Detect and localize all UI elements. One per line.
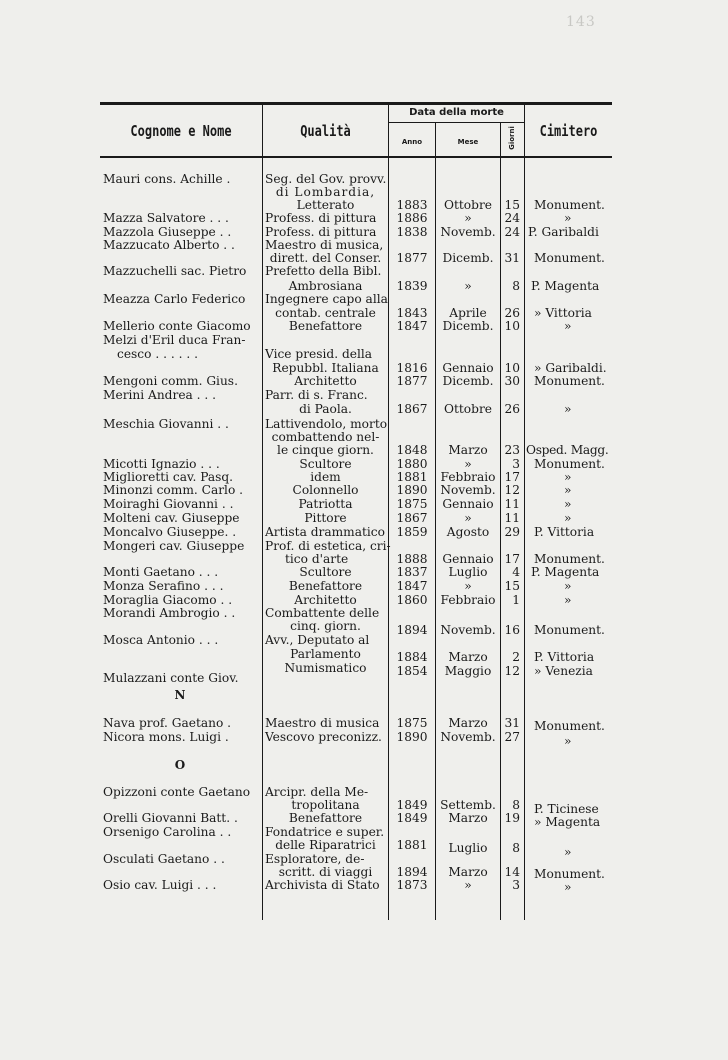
quality-cell: combattendo nel- <box>271 430 380 444</box>
month-cell: » <box>464 211 472 225</box>
month-cell: Gennaio <box>442 552 494 566</box>
section-letter: O <box>174 758 186 772</box>
year-cell: 1884 <box>396 650 428 664</box>
month-cell: » <box>464 878 472 892</box>
header-year: Anno <box>401 138 423 146</box>
month-cell: » <box>464 457 472 471</box>
name-cell: Mellerio conte Giacomo <box>103 319 251 333</box>
name-cell: Minonzi comm. Carlo . <box>103 483 244 497</box>
cemetery-cell: Monument. <box>534 251 605 265</box>
cemetery-cell: » Venezia <box>534 664 593 678</box>
quality-cell: Artista drammatico <box>265 525 385 539</box>
page-number: 143 <box>566 14 596 30</box>
quality-cell: Esploratore, de- <box>265 852 365 866</box>
header-month: Mese <box>457 138 479 146</box>
year-cell: 1875 <box>396 716 428 730</box>
year-cell: 1859 <box>396 525 428 539</box>
day-cell: 15 <box>504 579 520 593</box>
quality-cell: Benefattore <box>288 811 363 825</box>
day-cell: 15 <box>504 198 520 212</box>
section-letter: N <box>174 688 186 702</box>
month-cell: Marzo <box>448 716 488 730</box>
day-cell: 8 <box>512 841 520 855</box>
quality-cell: Patriotta <box>298 497 353 511</box>
quality-cell: Vescovo preconizz. <box>265 730 382 744</box>
header-rule <box>100 156 612 158</box>
name-cell: Monti Gaetano . . . <box>103 565 219 579</box>
month-cell: Gennaio <box>442 497 494 511</box>
quality-cell: Architetto <box>294 593 357 607</box>
name-cell: Morandi Ambrogio . . <box>103 606 236 620</box>
cemetery-cell: Monument. <box>534 198 605 212</box>
header-quality: Qualità <box>300 122 351 140</box>
quality-cell: tico d'arte <box>285 552 349 566</box>
month-cell: Novemb. <box>440 623 496 637</box>
name-cell: cesco . . . . . . <box>117 347 198 361</box>
name-cell: Mulazzani conte Giov. <box>103 671 239 685</box>
quality-cell: Colonnello <box>292 483 359 497</box>
year-cell: 1890 <box>396 483 428 497</box>
cemetery-cell: Monument. <box>534 457 605 471</box>
top-rule <box>100 102 612 105</box>
quality-cell: Parlamento <box>290 647 361 661</box>
quality-cell: contab. centrale <box>275 306 376 320</box>
month-cell: Settemb. <box>440 798 496 812</box>
month-cell: Novemb. <box>440 730 496 744</box>
name-cell: Mongeri cav. Giuseppe <box>103 539 245 553</box>
quality-cell: Combattente delle <box>265 606 380 620</box>
quality-cell: Letterato <box>296 198 355 212</box>
quality-cell: Pittore <box>304 511 347 525</box>
year-cell: 1875 <box>396 497 428 511</box>
year-cell: 1837 <box>396 565 428 579</box>
cemetery-cell: » <box>564 845 572 859</box>
cemetery-cell: Osped. Magg. <box>526 443 609 457</box>
year-cell: 1860 <box>396 593 428 607</box>
cemetery-cell: P. Vittoria <box>534 650 595 664</box>
cemetery-cell: Monument. <box>534 374 605 388</box>
day-cell: 2 <box>512 650 520 664</box>
day-cell: 23 <box>504 443 520 457</box>
quality-cell: Parr. di s. Franc. <box>265 388 368 402</box>
quality-cell: Benefattore <box>288 319 363 333</box>
cemetery-cell: P. Vittoria <box>534 525 595 539</box>
name-cell: Mosca Antonio . . . <box>103 633 219 647</box>
year-cell: 1881 <box>396 838 428 852</box>
name-cell: Molteni cav. Giuseppe <box>103 511 240 525</box>
name-cell: Merini Andrea . . . <box>103 388 217 402</box>
name-cell: Meschia Giovanni . . <box>103 417 229 431</box>
name-cell: Nicora mons. Luigi . <box>103 730 229 744</box>
quality-cell: Maestro di musica, <box>265 238 384 252</box>
header-day: Giorni <box>508 126 516 150</box>
year-cell: 1883 <box>396 198 428 212</box>
quality-cell: Fondatrice e super. <box>265 825 385 839</box>
cemetery-cell: Monument. <box>534 623 605 637</box>
quality-cell: Profess. di pittura <box>265 225 377 239</box>
cemetery-cell: Monument. <box>534 719 605 733</box>
quality-cell: Archivista di Stato <box>265 878 380 892</box>
month-cell: Aprile <box>449 306 487 320</box>
cemetery-cell: » Magenta <box>534 815 601 829</box>
day-cell: 17 <box>504 470 520 484</box>
quality-cell: tropolitana <box>291 798 360 812</box>
quality-cell: Vice presid. della <box>265 347 373 361</box>
month-cell: Novemb. <box>440 483 496 497</box>
year-cell: 1881 <box>396 470 428 484</box>
cemetery-cell: » <box>564 497 572 511</box>
day-cell: 31 <box>504 251 520 265</box>
quality-cell: delle Riparatrici <box>275 838 376 852</box>
quality-cell: le cinque giorn. <box>277 443 374 457</box>
day-cell: 24 <box>504 225 520 239</box>
day-cell: 27 <box>504 730 520 744</box>
day-cell: 26 <box>504 306 520 320</box>
cemetery-cell: » <box>564 483 572 497</box>
year-cell: 1867 <box>396 402 428 416</box>
quality-cell: di Lombardia, <box>275 185 376 199</box>
cemetery-cell: » Garibaldi. <box>534 361 607 375</box>
year-cell: 1843 <box>396 306 428 320</box>
year-cell: 1894 <box>396 623 428 637</box>
date-subrule <box>388 122 524 123</box>
day-cell: 1 <box>512 593 520 607</box>
day-cell: 10 <box>504 361 520 375</box>
quality-cell: di Paola. <box>299 402 352 416</box>
quality-cell: Ingegnere capo alla <box>265 292 388 306</box>
month-cell: Febbraio <box>440 470 496 484</box>
day-cell: 8 <box>512 798 520 812</box>
day-cell: 19 <box>504 811 520 825</box>
quality-cell: Numismatico <box>284 661 367 675</box>
quality-cell: Repubbl. Italiana <box>272 361 379 375</box>
name-cell: Orsenigo Carolina . . <box>103 825 232 839</box>
cemetery-cell: P. Magenta <box>531 279 600 293</box>
quality-cell: Benefattore <box>288 579 363 593</box>
quality-cell: Ambrosiana <box>288 279 363 293</box>
name-cell: Micotti Ignazio . . . <box>103 457 220 471</box>
cemetery-cell: P. Garibaldi <box>528 225 599 239</box>
quality-cell: Profess. di pittura <box>265 211 377 225</box>
year-cell: 1848 <box>396 443 428 457</box>
day-cell: 12 <box>504 483 520 497</box>
quality-cell: Seg. del Gov. provv. <box>265 172 387 186</box>
month-cell: Febbraio <box>440 593 496 607</box>
year-cell: 1839 <box>396 279 428 293</box>
month-cell: Ottobre <box>444 198 492 212</box>
cemetery-cell: » <box>564 880 572 894</box>
month-cell: Marzo <box>448 811 488 825</box>
year-cell: 1880 <box>396 457 428 471</box>
day-cell: 30 <box>504 374 520 388</box>
quality-cell: Prof. di estetica, cri- <box>265 539 391 553</box>
day-cell: 3 <box>512 457 520 471</box>
col-line-5 <box>524 104 525 920</box>
cemetery-cell: Monument. <box>534 867 605 881</box>
year-cell: 1888 <box>396 552 428 566</box>
quality-cell: Lattivendolo, morto <box>265 417 388 431</box>
quality-cell: cinq. giorn. <box>290 619 361 633</box>
month-cell: Gennaio <box>442 361 494 375</box>
cemetery-cell: P. Ticinese <box>534 802 599 816</box>
month-cell: Agosto <box>446 525 490 539</box>
day-cell: 8 <box>512 279 520 293</box>
quality-cell: Maestro di musica <box>265 716 380 730</box>
day-cell: 26 <box>504 402 520 416</box>
name-cell: Nava prof. Gaetano . <box>103 716 232 730</box>
day-cell: 29 <box>504 525 520 539</box>
day-cell: 31 <box>504 716 520 730</box>
year-cell: 1847 <box>396 579 428 593</box>
day-cell: 24 <box>504 211 520 225</box>
quality-cell: Avv., Deputato al <box>265 633 370 647</box>
cemetery-cell: » <box>564 402 572 416</box>
header-cemetery: Cimitero <box>539 122 598 140</box>
year-cell: 1847 <box>396 319 428 333</box>
cemetery-cell: P. Magenta <box>531 565 600 579</box>
cemetery-cell: » <box>564 319 572 333</box>
header-name: Cognome e Nome <box>130 122 232 140</box>
quality-cell: Prefetto della Bibl. <box>265 264 382 278</box>
day-cell: 16 <box>504 623 520 637</box>
name-cell: Moraglia Giacomo . . <box>103 593 233 607</box>
day-cell: 3 <box>512 878 520 892</box>
quality-cell: Scultore <box>299 457 352 471</box>
year-cell: 1877 <box>396 251 428 265</box>
name-cell: Mauri cons. Achille . <box>103 172 231 186</box>
year-cell: 1849 <box>396 811 428 825</box>
month-cell: Maggio <box>444 664 492 678</box>
day-cell: 14 <box>504 865 520 879</box>
cemetery-cell: » <box>564 470 572 484</box>
quality-cell: idem <box>310 470 341 484</box>
month-cell: Marzo <box>448 865 488 879</box>
cemetery-cell: » <box>564 511 572 525</box>
month-cell: Marzo <box>448 443 488 457</box>
day-cell: 17 <box>504 552 520 566</box>
quality-cell: Scultore <box>299 565 352 579</box>
cemetery-cell: Monument. <box>534 552 605 566</box>
year-cell: 1877 <box>396 374 428 388</box>
year-cell: 1873 <box>396 878 428 892</box>
quality-cell: Arcipr. della Me- <box>265 785 369 799</box>
month-cell: » <box>464 279 472 293</box>
quality-cell: scritt. di viaggi <box>278 865 373 879</box>
month-cell: Luglio <box>448 565 488 579</box>
day-cell: 12 <box>504 664 520 678</box>
name-cell: Moiraghi Giovanni . . <box>103 497 234 511</box>
name-cell: Miglioretti cav. Pasq. <box>103 470 234 484</box>
month-cell: » <box>464 511 472 525</box>
cemetery-cell: » <box>564 211 572 225</box>
name-cell: Mazzola Giuseppe . . <box>103 225 232 239</box>
name-cell: Opizzoni conte Gaetano <box>103 785 251 799</box>
month-cell: Marzo <box>448 650 488 664</box>
name-cell: Moncalvo Giuseppe. . <box>103 525 237 539</box>
name-cell: Mazza Salvatore . . . <box>103 211 229 225</box>
cemetery-cell: » <box>564 579 572 593</box>
year-cell: 1838 <box>396 225 428 239</box>
quality-cell: dirett. del Conser. <box>269 251 382 265</box>
cemetery-cell: » Vittoria <box>534 306 592 320</box>
year-cell: 1890 <box>396 730 428 744</box>
name-cell: Mazzuchelli sac. Pietro <box>103 264 247 278</box>
quality-cell: Architetto <box>294 374 357 388</box>
month-cell: Novemb. <box>440 225 496 239</box>
cemetery-cell: » <box>564 593 572 607</box>
name-cell: Mengoni comm. Gius. <box>103 374 238 388</box>
month-cell: Luglio <box>448 841 488 855</box>
day-cell: 4 <box>512 565 520 579</box>
day-cell: 11 <box>504 497 520 511</box>
month-cell: Ottobre <box>444 402 492 416</box>
day-cell: 10 <box>504 319 520 333</box>
name-cell: Monza Serafino . . . <box>103 579 224 593</box>
name-cell: Mazzucato Alberto . . <box>103 238 235 252</box>
name-cell: Meazza Carlo Federico <box>103 292 246 306</box>
month-cell: Dicemb. <box>442 251 494 265</box>
year-cell: 1849 <box>396 798 428 812</box>
header-death-date: Data della morte <box>409 107 504 118</box>
name-cell: Osio cav. Luigi . . . <box>103 878 217 892</box>
year-cell: 1886 <box>396 211 428 225</box>
year-cell: 1816 <box>396 361 428 375</box>
name-cell: Melzi d'Eril duca Fran- <box>103 333 246 347</box>
month-cell: Dicemb. <box>442 319 494 333</box>
year-cell: 1894 <box>396 865 428 879</box>
day-cell: 11 <box>504 511 520 525</box>
name-cell: Osculati Gaetano . . <box>103 852 225 866</box>
year-cell: 1867 <box>396 511 428 525</box>
month-cell: » <box>464 579 472 593</box>
name-cell: Orelli Giovanni Batt. . <box>103 811 238 825</box>
month-cell: Dicemb. <box>442 374 494 388</box>
year-cell: 1854 <box>396 664 428 678</box>
cemetery-cell: » <box>564 734 572 748</box>
